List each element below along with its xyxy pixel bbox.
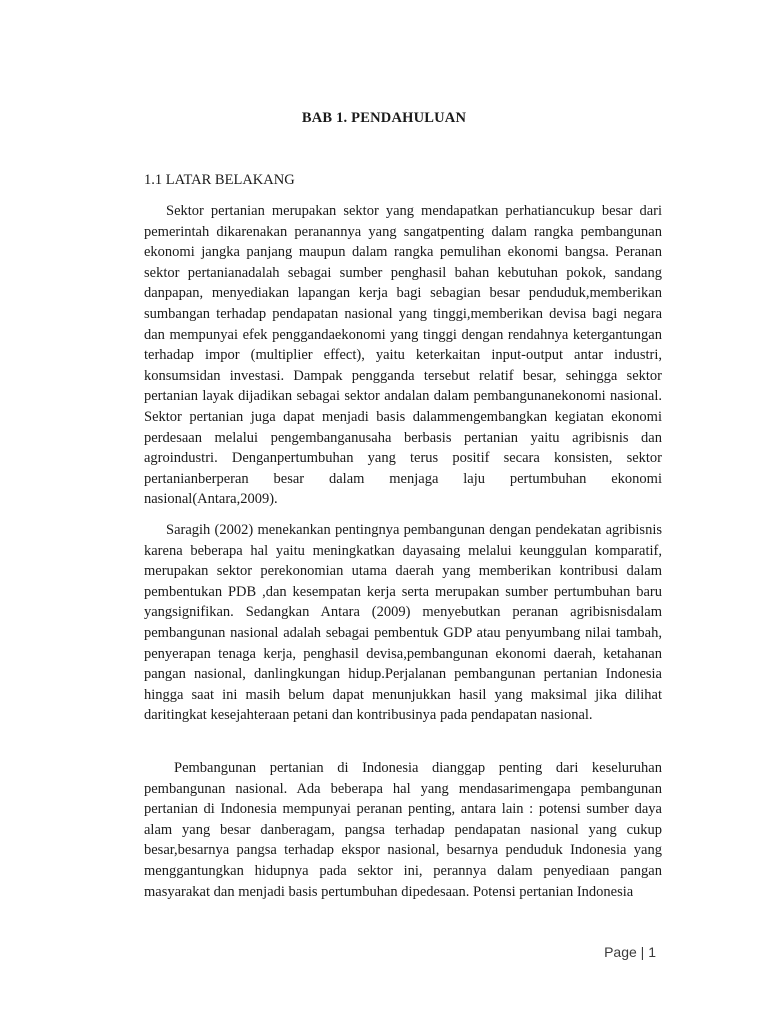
paragraph-2	[144, 520, 662, 726]
chapter-title: BAB 1. PENDAHULUAN	[301, 110, 467, 126]
section-heading: 1.1 LATAR BELAKANG	[144, 172, 295, 188]
page-number-footer: Page | 1	[604, 944, 656, 960]
paragraph-1	[144, 201, 662, 510]
paragraph-text: Sektor pertanian merupakan sektor yang mendapatkan perhatiancukup besar dari pemerintah dikarenakan peranannya yang sangatpenting dalam rangka pembangunan ekonomi jangka panjang maupun dalam rangka pemulihan ekonomi bangsa. Peranan sektor pertanianadalah sebagai sumber penghasil bahan kebutuhan pokok, sandang danpapan, menyediakan lapangan kerja bagi sebagian besar penduduk,memberikan sumbangan terhadap pendapatan nasional yang tinggi,memberikan devisa bagi negara dan mempunyai efek penggandaekonomi yang tinggi dengan rendahnya ketergantungan terhadap impor (multiplier effect), yaitu keterkaitan input-output antar industri, konsumsidan investasi. Dampak pengganda tersebut relatif besar, sehingga sektor pertanian layak dijadikan sebagai sektor andalan dalam pembangunanekonomi nasional. Sektor pertanian juga dapat menjadi basis dalammengembangkan kegiatan ekonomi perdesaan melalui pengembanganusaha berbasis pertanian yaitu agribisnis dan agroindustri. Denganpertumbuhan yang terus positif secara konsisten, sektor pertanianberperan besar dalam menjaga laju pertumbuhan ekonomi nasional(Antara,2009).	[144, 203, 662, 508]
paragraph-3	[144, 758, 662, 902]
paragraph-text: Saragih (2002) menekankan pentingnya pembangunan dengan pendekatan agribisnis karena beberapa hal yaitu meningkatkan dayasaing melalui keunggulan komparatif, merupakan sektor perekonomian utama daerah yang memberikan kontribusi dalam pembentukan PDB ,dan kesempatan kerja serta merupakan sumber pertumbuhan baru yangsignifikan. Sedangkan Antara (2009) menyebutkan peranan agribisnisdalam pembangunan nasional adalah sebagai pembentuk GDP atau penyumbang nilai tambah, penyerapan tenaga kerja, penghasil devisa,pembangunan ekonomi daerah, ketahanan pangan nasional, danlingkungan hidup.Perjalanan pembangunan pertanian Indonesia hingga saat ini masih belum dapat menunjukkan hasil yang maksimal jika dilihat daritingkat kesejahteraan petani dan kontribusinya pada pendapatan nasional.	[144, 522, 662, 724]
paragraph-text: Pembangunan pertanian di Indonesia dianggap penting dari keseluruhan pembangunan nasional. Ada beberapa hal yang mendasarimengapa pembangunan pertanian di Indonesia mempunyai peranan penting, antara lain : potensi sumber daya alam yang besar danberagam, pangsa terhadap pendapatan nasional yang cukup besar,besarnya pangsa terhadap ekspor nasional, besarnya penduduk Indonesia yang menggantungkan hidupnya pada sektor ini, perannya dalam penyediaan pangan masyarakat dan menjadi basis pertumbuhan dipedesaan. Potensi pertanian Indonesia	[144, 760, 662, 900]
